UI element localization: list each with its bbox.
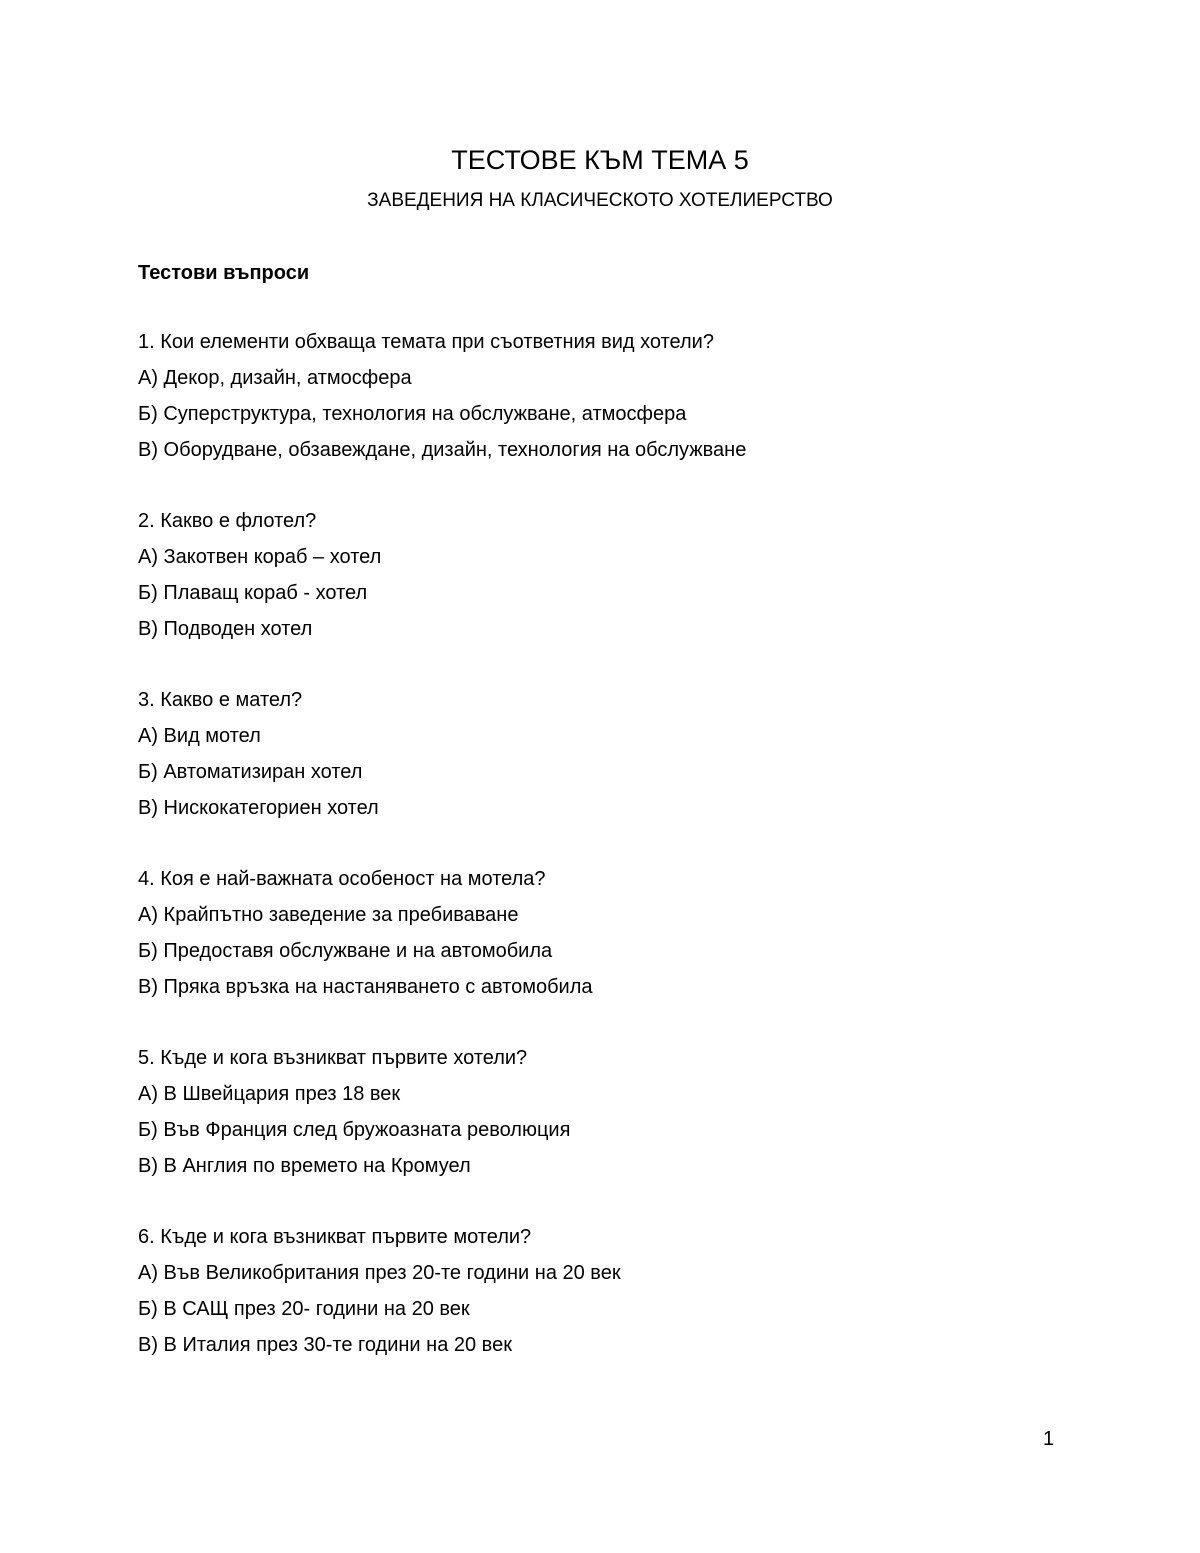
answer-option: А) Във Великобритания през 20-те години на 20 век <box>138 1262 621 1284</box>
document-subtitle: ЗАВЕДЕНИЯ НА КЛАСИЧЕСКОТО ХОТЕЛИЕРСТВО <box>367 190 833 211</box>
answer-option: В) Подводен хотел <box>138 618 313 640</box>
question-2 <box>138 503 1098 647</box>
question-text: 6. Къде и кога възникват първите мотели? <box>138 1226 532 1248</box>
question-6 <box>138 1219 1098 1363</box>
answer-option: В) Оборудване, обзавеждане, дизайн, технология на обслужване <box>138 439 747 461</box>
answer-option: В) В Англия по времето на Кромуел <box>138 1155 471 1177</box>
question-5 <box>138 1040 1098 1184</box>
answer-option: А) Декор, дизайн, атмосфера <box>138 367 412 389</box>
answer-option: Б) Предоставя обслужване и на автомобила <box>138 940 553 962</box>
answer-option: В) Пряка връзка на настаняването с автомобила <box>138 976 593 998</box>
answer-option: Б) В САЩ през 20- години на 20 век <box>138 1298 470 1320</box>
question-4 <box>138 861 1098 1005</box>
answer-option: Б) Плаващ кораб - хотел <box>138 582 368 604</box>
answer-option: В) Нискокатегориен хотел <box>138 797 379 819</box>
question-text: 3. Какво е мател? <box>138 689 303 711</box>
question-3 <box>138 682 1098 826</box>
question-text: 5. Къде и кога възникват първите хотели? <box>138 1047 528 1069</box>
answer-option: А) Вид мотел <box>138 725 261 747</box>
page-number: 1 <box>1043 1428 1055 1450</box>
question-text: 1. Кои елементи обхваща темата при съответния вид хотели? <box>138 331 714 353</box>
question-1 <box>138 324 1098 468</box>
answer-option: Б) Във Франция след бружоазната революция <box>138 1119 571 1141</box>
answer-option: А) Крайпътно заведение за пребиваване <box>138 904 519 926</box>
answer-option: А) Закотвен кораб – хотел <box>138 546 382 568</box>
question-text: 2. Какво е флотел? <box>138 510 317 532</box>
question-text: 4. Коя е най-важната особеност на мотела? <box>138 868 546 890</box>
answer-option: А) В Швейцария през 18 век <box>138 1083 401 1105</box>
answer-option: Б) Автоматизиран хотел <box>138 761 363 783</box>
section-heading: Тестови въпроси <box>138 262 310 284</box>
document-title: ТЕСТОВЕ КЪМ ТЕМА 5 <box>451 145 749 175</box>
answer-option: В) В Италия през 30-те години на 20 век <box>138 1334 512 1356</box>
answer-option: Б) Суперструктура, технология на обслужване, атмосфера <box>138 403 687 425</box>
